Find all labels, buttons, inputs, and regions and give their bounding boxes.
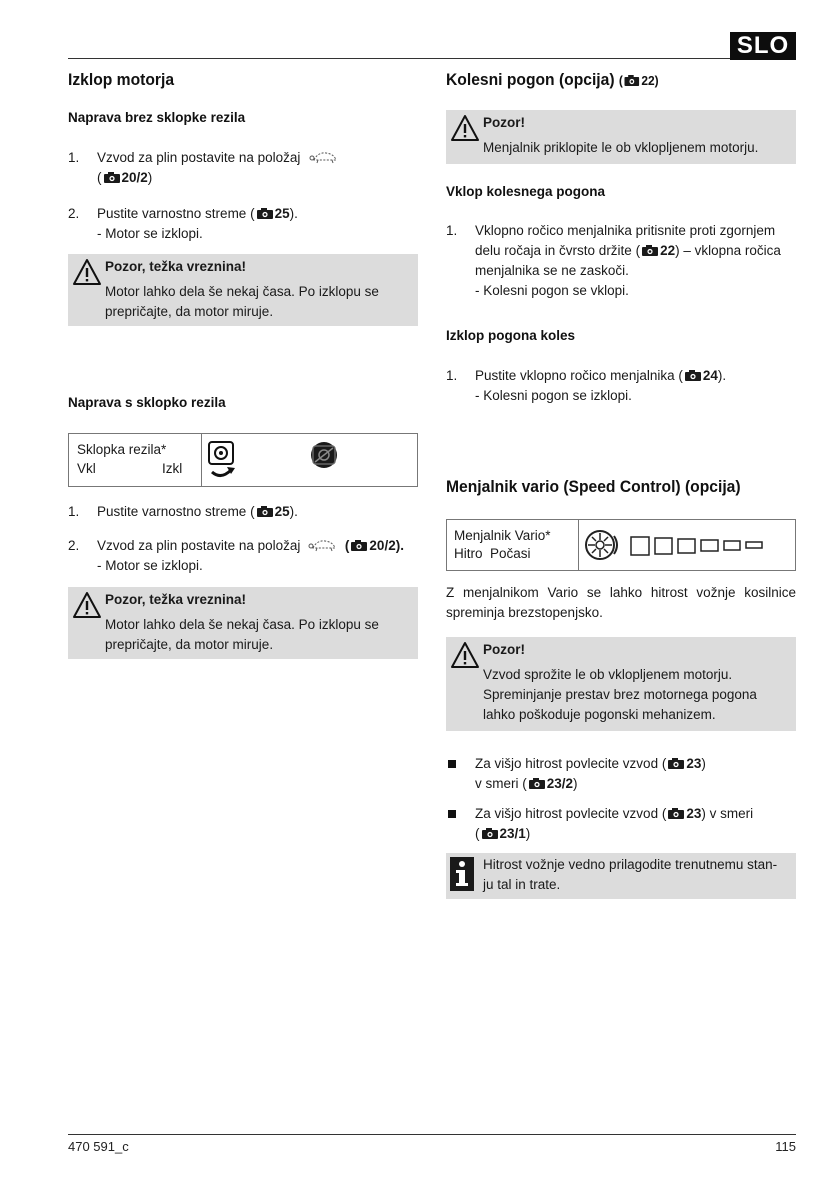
section-title-engine-off: Izklop motorja [68,70,175,89]
camera-icon [257,506,273,517]
vario-speed-scale-icon [584,528,789,562]
warning-icon [450,641,480,669]
list-item: 2. Vzvod za plin postavite na položaj ( 20/2). - Motor se izklopi. [68,538,404,573]
blade-clutch-table: Sklopka rezila* Vkl Izkl [68,433,418,487]
list-item: Za višjo hitrost povlecite vzvod ( 23) v smeri ( 23/1) [446,804,796,846]
camera-icon [625,75,640,86]
table-divider [578,520,579,570]
info-icon [450,857,474,891]
list-item: Za višjo hitrost povlecite vzvod ( 23) v smeri ( 23/2) [446,754,796,796]
warning-box: Pozor, težka vreznina! Motor lahko dela še nekaj časa. Po izklopu se prepričajte, da motor miruje. [68,254,418,326]
blade-clutch-on-icon [207,440,241,480]
warning-icon [72,591,102,619]
camera-icon [668,758,684,769]
list-item: 1. Pustite vklopno ročico menjalnika ( 24). - Kolesni pogon se izklopi. [446,368,727,403]
section-title-wheel-drive: Kolesni pogon (opcija) ( 22) [446,70,659,89]
camera-icon [668,808,684,819]
warning-icon [72,258,102,286]
language-tab: SLO [730,32,796,60]
document-id: 470 591_c [68,1139,129,1154]
camera-icon [685,370,701,381]
list-item: 2. Pustite varnostno streme ( 25). - Motor se izklopi. [68,206,298,241]
header-rule [68,58,730,59]
camera-icon [257,208,273,219]
page-number: 115 [775,1139,796,1154]
camera-icon [642,245,658,256]
list-item: 1. Pustite varnostno streme ( 25). [68,504,298,519]
blade-clutch-off-icon [309,440,339,470]
camera-icon [104,172,120,183]
camera-icon [482,828,498,839]
subheading-no-blade-clutch: Naprava brez sklopke rezila [68,110,246,125]
warning-title: Pozor, težka vreznina! [105,259,247,274]
warning-title: Pozor! [483,642,525,657]
subheading-wheel-drive-off: Izklop pogona koles [446,328,576,343]
warning-box: Pozor, težka vreznina! Motor lahko dela še nekaj časa. Po izklopu se prepričajte, da motor miruje. [68,587,418,659]
turtle-slow-icon [308,150,342,164]
section-title-vario: Menjalnik vario (Speed Control) (opcija) [446,477,741,496]
subheading-wheel-drive-on: Vklop kolesnega pogona [446,184,606,199]
turtle-slow-icon [307,538,341,552]
paragraph-vario: Z menjalnikom Vario se lahko hitrost vožnje kosilnice spreminja brezstopenjsko. [446,585,796,620]
camera-icon [351,540,367,551]
vario-table: Menjalnik Vario* Hitro Počasi [446,519,796,571]
footer-rule [68,1134,796,1135]
list-item: 1. Vzvod za plin postavite na položaj ( 20/2) [68,148,428,190]
camera-icon [529,778,545,789]
warning-box: Pozor! Vzvod sprožite le ob vklopljenem motorju. Spreminjanje prestav brez motornega pogona lahko poškoduje pogonski mehanizem. [446,637,796,731]
bullet-icon [448,810,456,818]
info-box: Hitrost vožnje vedno prilagodite trenutnemu stan- ju tal in trate. [446,853,796,899]
bullet-icon [448,760,456,768]
table-divider [201,434,202,486]
warning-box: Pozor! Menjalnik priklopite le ob vklopljenem motorju. [446,110,796,164]
list-item: 1. Vklopno ročico menjalnika pritisnite proti zgornjem delu ročaja in čvrsto držite ( 22) – vklopna ročica menjalnika se ne zaskoči. - Kolesni pogon se vklopi. [446,223,781,298]
warning-icon [450,114,480,142]
subheading-with-blade-clutch: Naprava s sklopko rezila [68,395,226,410]
warning-title: Pozor! [483,115,525,130]
warning-title: Pozor, težka vreznina! [105,592,247,607]
